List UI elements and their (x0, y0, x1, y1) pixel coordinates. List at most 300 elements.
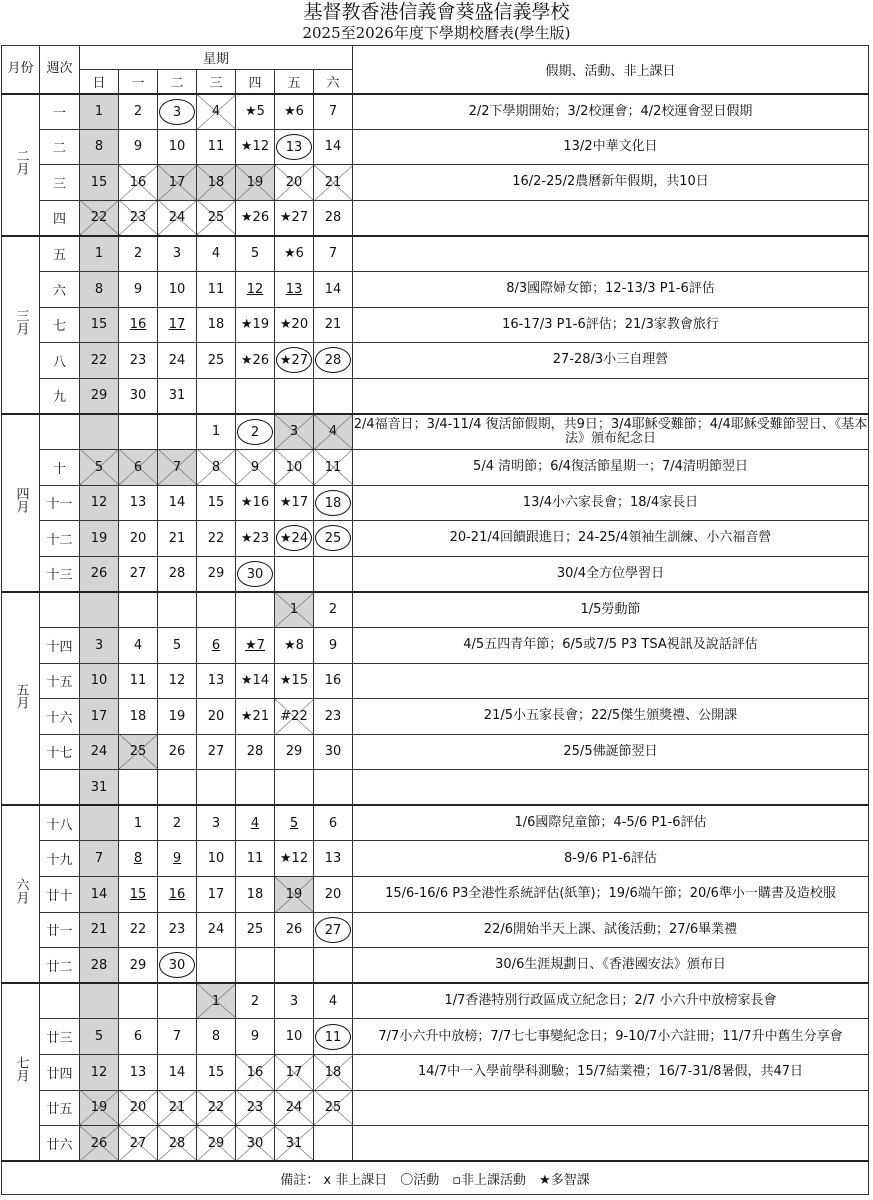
day-number: 26 (285, 922, 303, 938)
day-number: 24 (207, 922, 225, 938)
day-cell (197, 556, 236, 592)
day-number: ★23 (240, 530, 270, 546)
day-number: 16 (246, 1064, 264, 1080)
table-row (2, 592, 869, 628)
day-number: 4 (328, 424, 338, 440)
day-number: 28 (168, 566, 186, 582)
day-cell (314, 521, 353, 557)
day-cell (275, 271, 314, 307)
month-label: 五月 (2, 592, 40, 806)
day-cell (236, 983, 275, 1019)
day-cell (158, 200, 197, 236)
week-number: 十二 (40, 521, 80, 557)
day-number: 6 (211, 637, 221, 653)
day-number: 5 (250, 246, 260, 262)
legend-row (2, 1161, 869, 1195)
day-number: 21 (324, 317, 342, 333)
table-row (2, 307, 869, 343)
day-number: 5 (289, 815, 299, 831)
day-cell (197, 200, 236, 236)
day-cell (275, 129, 314, 165)
day-cell (80, 1019, 119, 1055)
day-cell (236, 805, 275, 841)
header-week: 週次 (40, 46, 80, 94)
day-number: 14 (324, 281, 342, 297)
day-number: 11 (129, 673, 147, 689)
day-cell (314, 449, 353, 485)
table-row (2, 912, 869, 948)
day-number: 24 (168, 210, 186, 226)
day-cell (158, 983, 197, 1019)
day-cell (236, 414, 275, 450)
day-cell (80, 699, 119, 735)
day-number: 14 (324, 139, 342, 155)
event-description: 30/4全方位學習日 (353, 556, 869, 592)
day-cell (197, 770, 236, 806)
day-number: 11 (246, 851, 264, 867)
day-number: 16 (129, 317, 147, 333)
day-number: 15 (207, 495, 225, 511)
week-number (40, 983, 80, 1019)
day-cell (197, 165, 236, 201)
week-number: 十六 (40, 699, 80, 735)
day-cell (314, 343, 353, 379)
calendar-body (2, 46, 869, 1195)
day-number: 19 (90, 530, 108, 546)
day-number: 22 (90, 352, 108, 368)
day-number: 22 (129, 922, 147, 938)
day-number: 7 (328, 246, 338, 262)
day-cell (236, 1055, 275, 1091)
activity-day-number: 30 (159, 952, 195, 978)
day-cell (314, 485, 353, 521)
day-cell (158, 94, 197, 130)
day-cell (80, 485, 119, 521)
day-cell (119, 271, 158, 307)
day-cell (119, 912, 158, 948)
day-number: 3 (211, 815, 221, 831)
day-cell (314, 912, 353, 948)
week-number: 八 (40, 343, 80, 379)
day-cell (236, 521, 275, 557)
day-cell (275, 627, 314, 663)
day-number: 7 (172, 459, 182, 475)
day-number: 9 (172, 851, 182, 867)
day-number: 23 (129, 352, 147, 368)
day-cell (158, 1090, 197, 1126)
day-number: 28 (90, 957, 108, 973)
week-number: 廿二 (40, 948, 80, 984)
day-cell (314, 94, 353, 130)
day-number: 1 (94, 104, 104, 120)
day-cell (80, 343, 119, 379)
day-cell (236, 200, 275, 236)
day-cell (197, 129, 236, 165)
day-number: 21 (324, 174, 342, 190)
table-row (2, 805, 869, 841)
day-number: 18 (207, 317, 225, 333)
day-number: 12 (90, 495, 108, 511)
day-number: 28 (168, 1135, 186, 1151)
table-row (2, 1126, 869, 1162)
day-cell (158, 627, 197, 663)
day-cell (158, 841, 197, 877)
day-cell (80, 449, 119, 485)
day-cell (236, 556, 275, 592)
day-cell (314, 414, 353, 450)
day-cell (314, 1055, 353, 1091)
day-cell (158, 414, 197, 450)
day-number: 28 (324, 210, 342, 226)
school-name: 基督教香港信義會葵盛信義學校 (303, 1, 570, 23)
day-cell (236, 699, 275, 735)
day-number: 26 (90, 1135, 108, 1151)
day-number: 13 (324, 851, 342, 867)
day-cell (275, 378, 314, 414)
day-number: 3 (289, 424, 299, 440)
day-number: 2 (172, 815, 182, 831)
day-number: 1 (133, 815, 143, 831)
day-cell (197, 414, 236, 450)
event-description: 2/4福音日；3/4-11/4 復活節假期，共9日；3/4耶穌受難節；4/4耶穌受難節翌日、《基本法》頒布紀念日 (353, 414, 869, 450)
day-cell (158, 485, 197, 521)
day-cell (314, 734, 353, 770)
day-number: 24 (285, 1100, 303, 1116)
day-cell (119, 663, 158, 699)
day-cell (158, 521, 197, 557)
day-cell (236, 627, 275, 663)
day-number: 2 (133, 104, 143, 120)
day-cell (236, 770, 275, 806)
table-row (2, 841, 869, 877)
day-number: 17 (90, 708, 108, 724)
week-number: 廿六 (40, 1126, 80, 1162)
day-number: 11 (207, 139, 225, 155)
event-description: 27-28/3小三自理營 (353, 343, 869, 379)
day-number: 12 (90, 1064, 108, 1080)
day-number: 31 (168, 388, 186, 404)
day-cell (314, 307, 353, 343)
day-cell (80, 1126, 119, 1162)
day-number: 14 (168, 495, 186, 511)
day-number: 8 (133, 851, 143, 867)
weekday-fri: 五 (275, 70, 314, 94)
day-cell (314, 165, 353, 201)
day-cell (80, 307, 119, 343)
day-number: 5 (94, 1029, 104, 1045)
header-weekdays-title: 星期 (80, 46, 353, 70)
day-cell (314, 129, 353, 165)
event-description (353, 663, 869, 699)
event-description: 5/4 清明節；6/4復活節星期一；7/4清明節翌日 (353, 449, 869, 485)
day-number: 13 (285, 281, 303, 297)
day-cell (119, 200, 158, 236)
day-cell (158, 948, 197, 984)
day-cell (275, 556, 314, 592)
activity-day-number: 13 (276, 134, 312, 160)
week-number: 六 (40, 271, 80, 307)
day-number: 11 (324, 459, 342, 475)
day-number: 15 (129, 886, 147, 902)
day-number: 20 (129, 1100, 147, 1116)
day-cell (197, 877, 236, 913)
day-number: 25 (324, 1100, 342, 1116)
day-cell (236, 236, 275, 272)
day-cell (197, 236, 236, 272)
table-row (2, 770, 869, 806)
day-cell (236, 129, 275, 165)
table-row (2, 414, 869, 450)
day-number: 7 (172, 1029, 182, 1045)
day-cell (275, 983, 314, 1019)
day-cell (275, 841, 314, 877)
day-cell (158, 805, 197, 841)
day-cell (275, 699, 314, 735)
day-cell (80, 200, 119, 236)
day-cell (119, 805, 158, 841)
day-number: 29 (90, 388, 108, 404)
day-cell (119, 449, 158, 485)
day-number: 20 (285, 174, 303, 190)
day-cell (197, 983, 236, 1019)
day-cell (119, 1055, 158, 1091)
day-cell (197, 699, 236, 735)
day-cell (314, 841, 353, 877)
table-row (2, 556, 869, 592)
week-number: 十四 (40, 627, 80, 663)
day-cell (80, 770, 119, 806)
day-number: 18 (129, 708, 147, 724)
day-cell (275, 165, 314, 201)
day-cell (314, 1126, 353, 1162)
day-cell (275, 948, 314, 984)
day-cell (80, 627, 119, 663)
day-cell (158, 770, 197, 806)
table-row (2, 663, 869, 699)
day-cell (275, 414, 314, 450)
day-cell (197, 343, 236, 379)
event-description (353, 1126, 869, 1162)
day-cell (119, 877, 158, 913)
day-cell (197, 485, 236, 521)
school-calendar-table (1, 45, 869, 1195)
event-description: 14/7中一入學前學科測驗；15/7結業禮；16/7-31/8暑假，共47日 (353, 1055, 869, 1091)
event-description: 16-17/3 P1-6評估；21/3家教會旅行 (353, 307, 869, 343)
day-number: 30 (246, 1135, 264, 1151)
day-cell (119, 556, 158, 592)
day-cell (80, 841, 119, 877)
day-cell (314, 592, 353, 628)
day-number: 19 (90, 1100, 108, 1116)
day-cell (158, 699, 197, 735)
day-number: 12 (246, 281, 264, 297)
day-cell (314, 770, 353, 806)
activity-day-number: ★27 (276, 347, 312, 373)
week-number: 十 (40, 449, 80, 485)
day-number: ★26 (240, 352, 270, 368)
event-description: 2/2下學期開始；3/2校運會；4/2校運會翌日假期 (353, 94, 869, 130)
day-cell (275, 521, 314, 557)
event-description: 13/2中華文化日 (353, 129, 869, 165)
day-cell (314, 200, 353, 236)
day-cell (158, 1055, 197, 1091)
event-description: 1/7香港特別行政區成立紀念日；2/7 小六升中放榜家長會 (353, 983, 869, 1019)
week-number: 五 (40, 236, 80, 272)
day-cell (80, 556, 119, 592)
day-number: ★15 (279, 673, 309, 689)
week-number: 廿四 (40, 1055, 80, 1091)
day-cell (236, 877, 275, 913)
day-cell (119, 1126, 158, 1162)
weekday-sun: 日 (80, 70, 119, 94)
event-description (353, 200, 869, 236)
day-cell (314, 663, 353, 699)
day-cell (80, 165, 119, 201)
day-cell (275, 1126, 314, 1162)
day-cell (236, 378, 275, 414)
day-cell (275, 343, 314, 379)
table-row (2, 948, 869, 984)
weekday-tue: 二 (158, 70, 197, 94)
day-number: 3 (289, 993, 299, 1009)
day-cell (314, 627, 353, 663)
day-cell (236, 485, 275, 521)
day-cell (314, 1019, 353, 1055)
day-number: 26 (90, 566, 108, 582)
day-number: 21 (90, 922, 108, 938)
activity-day-number: ★24 (276, 525, 312, 551)
day-cell (236, 165, 275, 201)
week-number: 十八 (40, 805, 80, 841)
day-cell (158, 912, 197, 948)
week-number: 廿十 (40, 877, 80, 913)
day-number: 22 (90, 210, 108, 226)
day-cell (314, 983, 353, 1019)
day-number: 20 (207, 708, 225, 724)
day-cell (158, 1019, 197, 1055)
day-cell (314, 877, 353, 913)
day-cell (158, 236, 197, 272)
day-cell (275, 1090, 314, 1126)
day-cell (197, 841, 236, 877)
week-number: 一 (40, 94, 80, 130)
day-cell (158, 449, 197, 485)
day-cell (197, 1019, 236, 1055)
event-description: 7/7小六升中放榜；7/7七七事變紀念日；9-10/7小六註冊；11/7升中舊生分享會 (353, 1019, 869, 1055)
day-number: 10 (168, 139, 186, 155)
day-number: 10 (90, 673, 108, 689)
activity-day-number: 2 (237, 419, 273, 445)
weekday-wed: 三 (197, 70, 236, 94)
day-number: ★12 (279, 851, 309, 867)
day-number: 4 (328, 993, 338, 1009)
day-cell (236, 734, 275, 770)
table-row (2, 165, 869, 201)
day-number: 28 (246, 744, 264, 760)
event-description: 30/6生涯規劃日、《香港國安法》頒布日 (353, 948, 869, 984)
day-number: 29 (207, 1135, 225, 1151)
header-events: 假期、活動、非上課日 (353, 46, 869, 94)
day-number: ★21 (240, 708, 270, 724)
day-cell (158, 734, 197, 770)
day-number: 20 (129, 530, 147, 546)
day-cell (236, 912, 275, 948)
table-row (2, 449, 869, 485)
day-cell (80, 378, 119, 414)
day-number: 6 (328, 815, 338, 831)
day-number: 22 (207, 530, 225, 546)
day-number: 23 (129, 210, 147, 226)
day-cell (80, 414, 119, 450)
day-cell (275, 307, 314, 343)
day-number: 13 (207, 673, 225, 689)
week-number: 十九 (40, 841, 80, 877)
day-number: 4 (211, 104, 221, 120)
day-cell (314, 805, 353, 841)
day-number: 18 (207, 174, 225, 190)
day-cell (119, 236, 158, 272)
table-row (2, 983, 869, 1019)
week-number: 三 (40, 165, 80, 201)
event-description: 15/6-16/6 P3全港性系統評估(紙筆)；19/6端午節；20/6準小一購書及造校服 (353, 877, 869, 913)
day-number: ★19 (240, 317, 270, 333)
day-number: 5 (172, 637, 182, 653)
table-row (2, 200, 869, 236)
day-cell (119, 983, 158, 1019)
day-cell (158, 271, 197, 307)
day-number: 26 (168, 744, 186, 760)
month-label: 四月 (2, 414, 40, 592)
day-cell (158, 378, 197, 414)
day-cell (158, 1126, 197, 1162)
day-number: 20 (324, 886, 342, 902)
day-number: 1 (211, 993, 221, 1009)
day-cell (158, 663, 197, 699)
table-row (2, 877, 869, 913)
day-cell (236, 1019, 275, 1055)
day-cell (236, 1090, 275, 1126)
day-number: 25 (246, 922, 264, 938)
day-cell (275, 663, 314, 699)
day-cell (236, 271, 275, 307)
day-cell (119, 770, 158, 806)
day-cell (197, 912, 236, 948)
day-number: 27 (129, 1135, 147, 1151)
table-row (2, 94, 869, 130)
day-cell (119, 592, 158, 628)
table-row (2, 1019, 869, 1055)
day-number: ★7 (245, 637, 265, 653)
day-cell (119, 521, 158, 557)
day-cell (197, 592, 236, 628)
day-number: 9 (250, 1029, 260, 1045)
day-cell (119, 94, 158, 130)
day-cell (119, 129, 158, 165)
week-number: 七 (40, 307, 80, 343)
day-number: 23 (168, 922, 186, 938)
day-number: 24 (168, 352, 186, 368)
event-description: 16/2-25/2農曆新年假期，共10日 (353, 165, 869, 201)
event-description: 1/6國際兒童節；4-5/6 P1-6評估 (353, 805, 869, 841)
day-number: 27 (129, 566, 147, 582)
day-cell (119, 1019, 158, 1055)
day-number: 8 (211, 459, 221, 475)
event-description (353, 770, 869, 806)
day-cell (197, 805, 236, 841)
day-cell (314, 1090, 353, 1126)
day-number: 10 (285, 459, 303, 475)
day-cell (80, 129, 119, 165)
